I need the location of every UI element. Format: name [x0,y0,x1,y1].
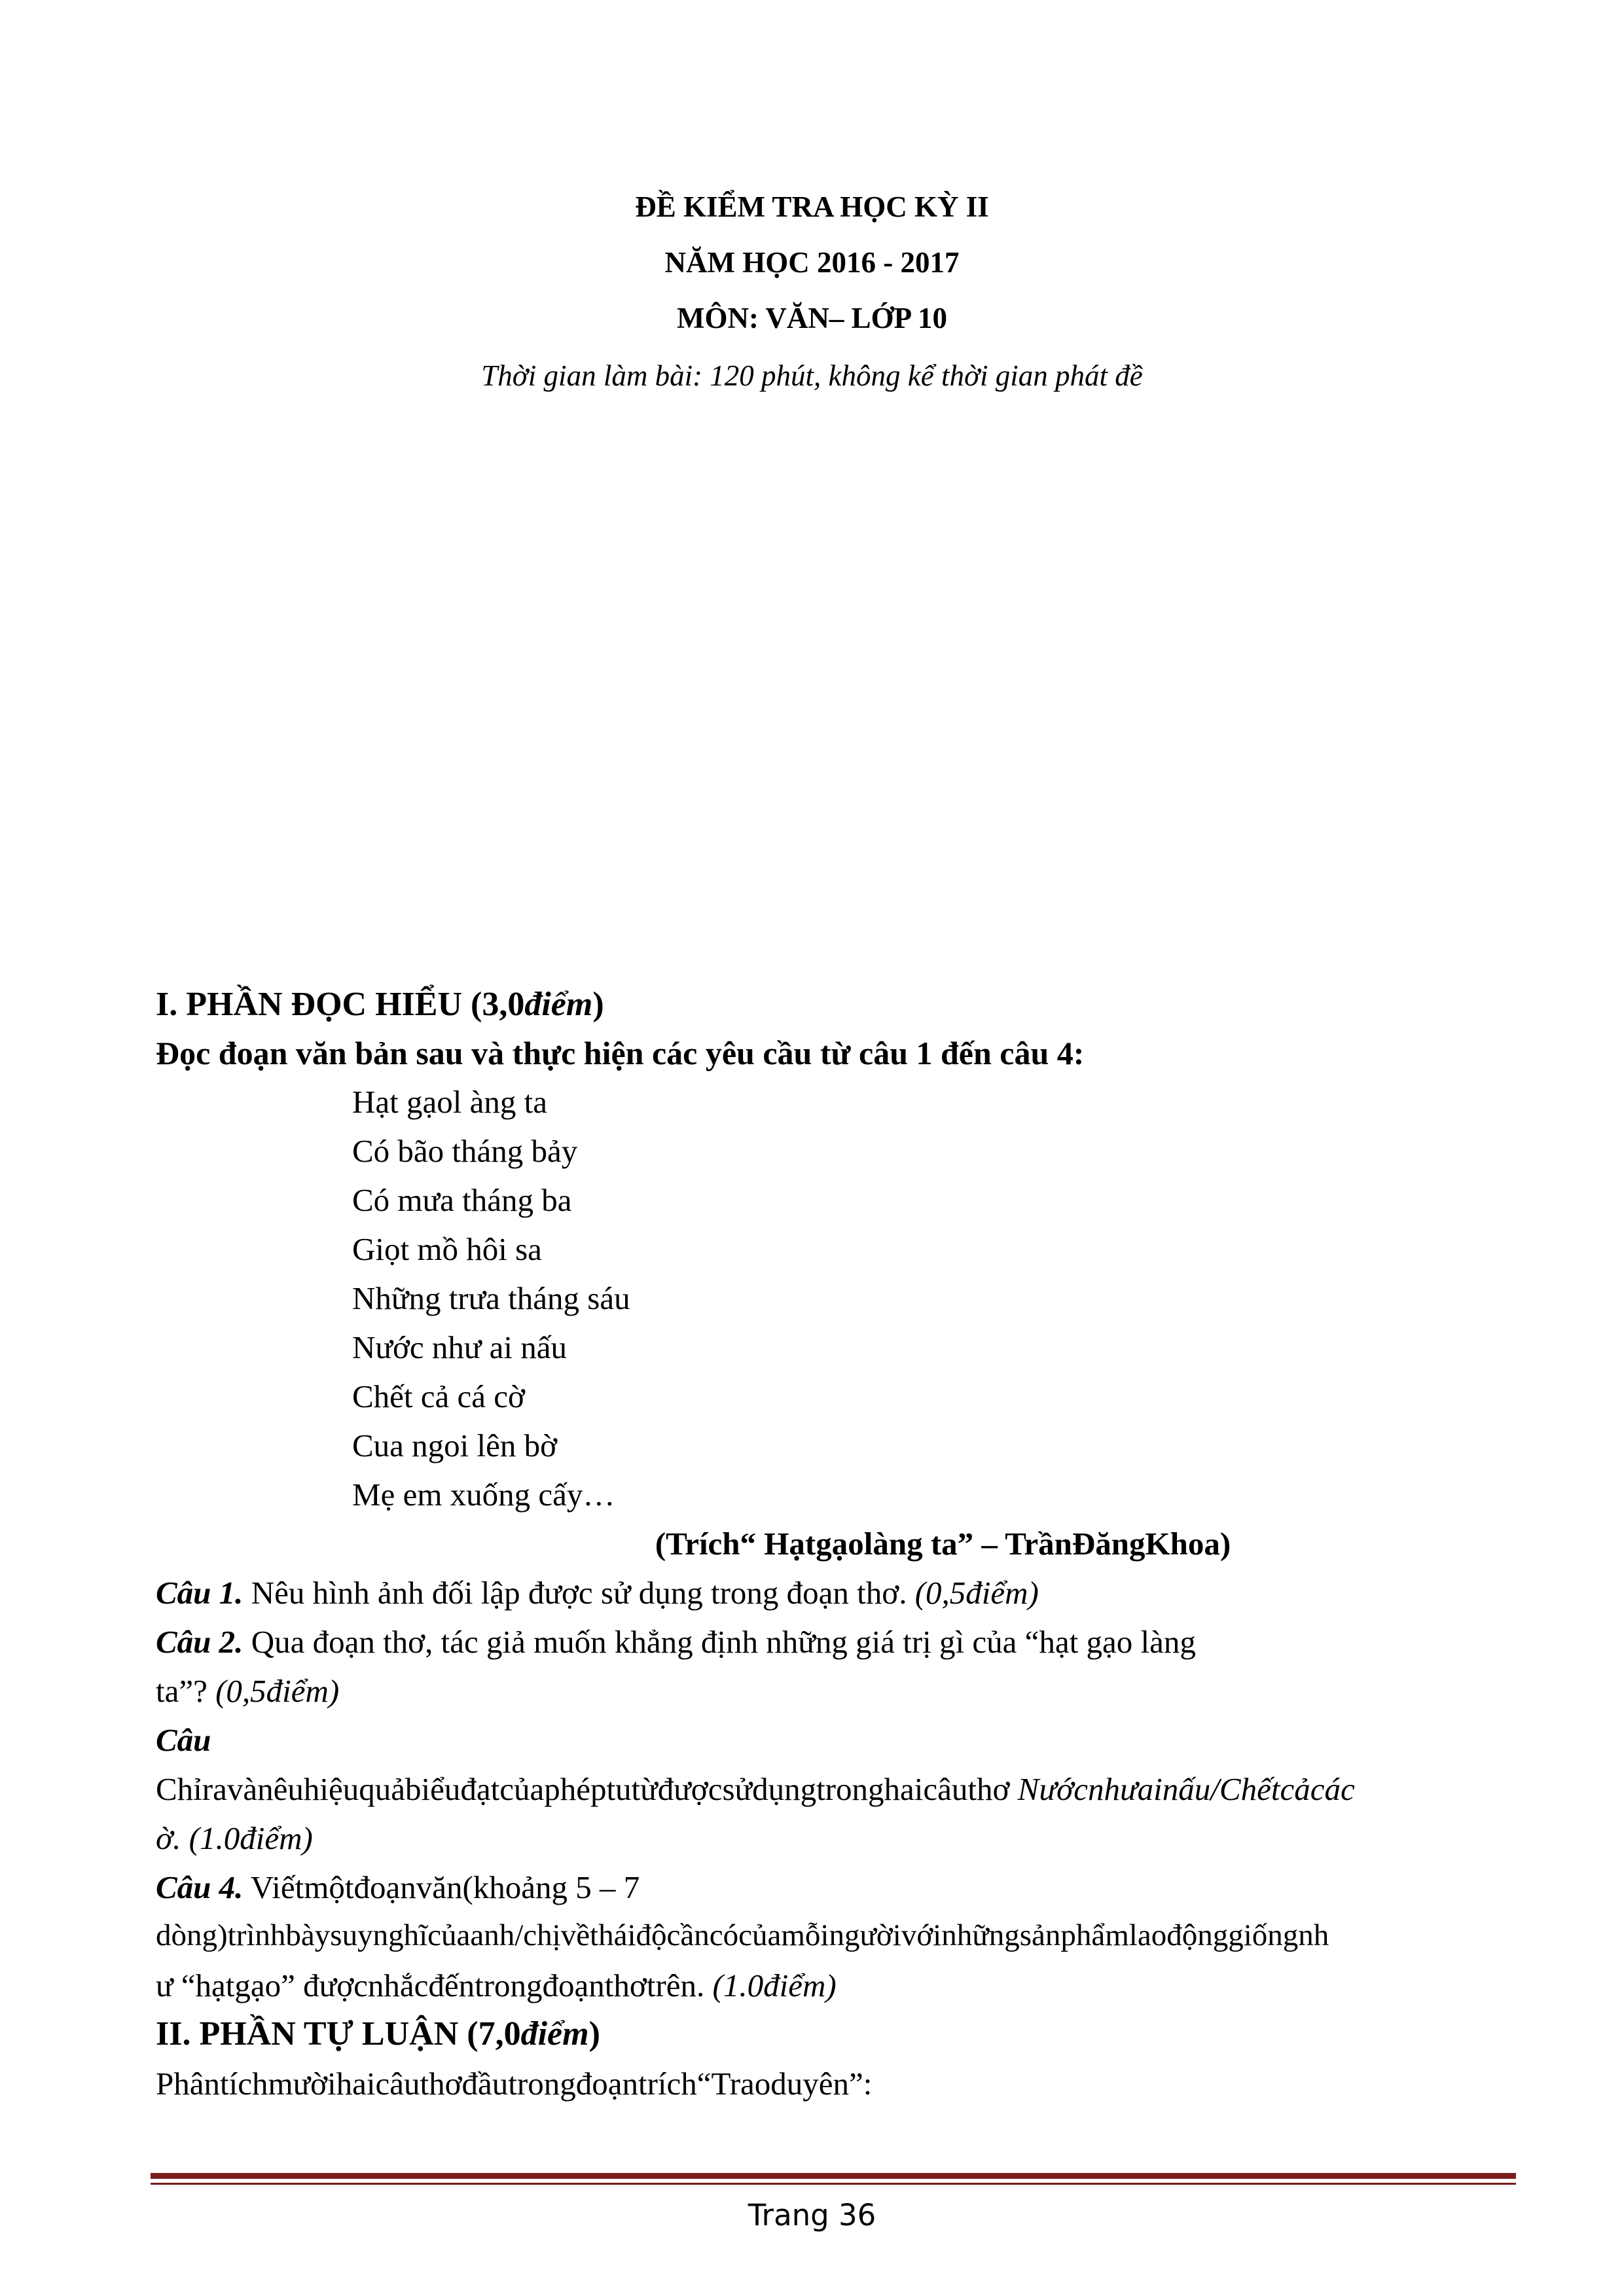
section2-prompt: Phântíchmườihaicâuthơđầutrongđoạntrích“Traoduyên”: [156,2066,873,2102]
section2-heading: II. PHẦN TỰ LUẬN (7,0điểm) [156,2015,600,2053]
poem-line: Nước như ai nấu [352,1329,568,1365]
section1-instruction: Đọc đoạn văn bản sau và thực hiện các yêu cầu từ câu 1 đến câu 4: [156,1035,1085,1071]
section1-heading: I. PHẦN ĐỌC HIỂU (3,0điểm) [156,986,604,1023]
question-4-continued: dòng)trìnhbàysuynghĩcủaanh/chịvềtháiđộcầncócủamỗingườivớinhữngsảnphẩmlaođộnggiốngnh [156,1918,1329,1952]
page-number: Trang 36 [748,2198,876,2233]
question-4-continued-2: ư “hạtgạo” đượcnhắcđếntrongđoạnthơtrên. (1.0điểm) [156,1967,837,2003]
poem-line: Những trưa tháng sáu [352,1280,630,1316]
poem-line: Giọt mồ hôi sa [352,1231,542,1267]
poem-source: (Trích“ Hạtgạolàng ta” – TrầnĐăngKhoa) [655,1526,1231,1562]
school-year: NĂM HỌC 2016 - 2017 [664,246,960,279]
question-2: Câu 2. Qua đoạn thơ, tác giả muốn khẳng định những giá trị gì của “hạt gạo làng [156,1624,1196,1660]
poem-line: Hạt gạol àng ta [352,1084,547,1120]
question-1: Câu 1. Nêu hình ảnh đối lập được sử dụng trong đoạn thơ. (0,5điểm) [156,1575,1039,1611]
question-4: Câu 4. Viếtmộtđoạnvăn(khoảng 5 – 7 [156,1869,640,1905]
poem-line: Mẹ em xuống cấy… [352,1477,615,1513]
question-2-continued: ta”? (0,5điểm) [156,1673,340,1709]
poem-line: Chết cả cá cờ [352,1378,525,1414]
footer-rule-thin [151,2183,1516,2185]
question-3-label: Câu [156,1722,211,1758]
question-3-continued: ờ. (1.0điểm) [156,1820,313,1856]
time-note: Thời gian làm bài: 120 phút, không kể thời gian phát đề [481,359,1143,392]
poem-line: Cua ngoi lên bờ [352,1427,558,1463]
poem-line: Có mưa tháng ba [352,1182,572,1218]
footer-rule-thick [151,2173,1516,2179]
poem-line: Có bão tháng bảy [352,1133,578,1169]
subject-grade: MÔN: VĂN– LỚP 10 [677,302,947,334]
exam-title: ĐỀ KIỂM TRA HỌC KỲ II [635,190,989,223]
question-3: Chỉravànêuhiệuquảbiểuđạtcủaphéptutừđượcsửdụngtronghaicâuthơ Nướcnhưainấu/Chếtcảcác [156,1771,1355,1807]
